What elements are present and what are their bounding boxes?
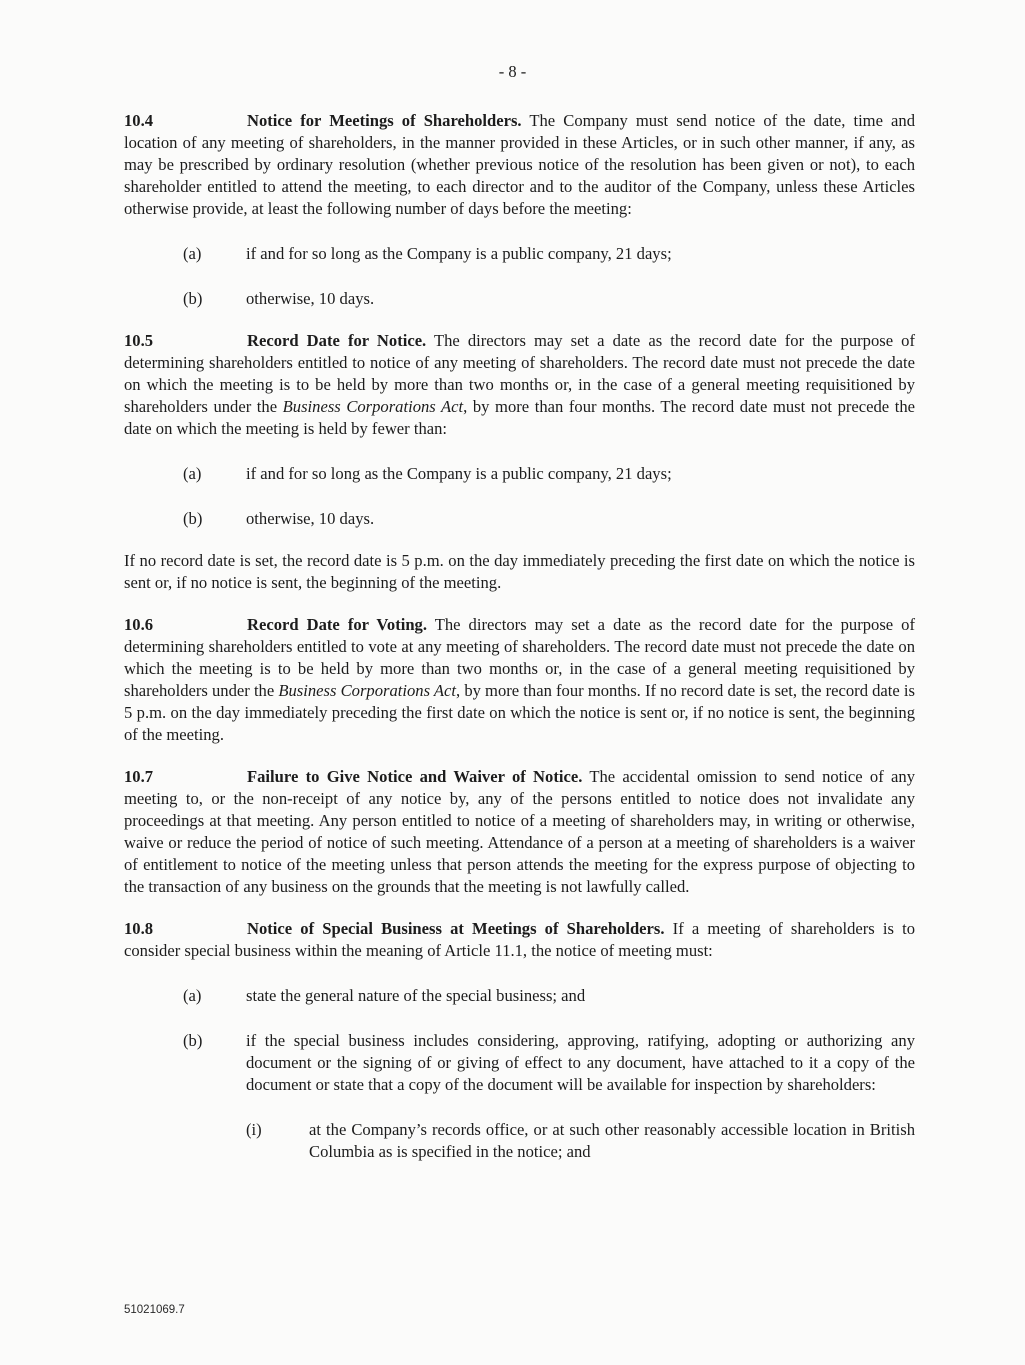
subitem-text: at the Company’s records office, or at such other reasonably accessible location in British Columbia as is specified in the notice; and bbox=[309, 1120, 915, 1161]
section-body-post: , by more than four months. The record date must not precede the date on which the meeting is held by fewer than: bbox=[124, 397, 916, 438]
page-content bbox=[124, 110, 915, 1163]
item-text: if the special business includes considering, approving, ratifying, adopting or authorizing any document or the signing of or giving of effect to any document, have attached to it a copy of the document or state that a copy of the document will be available for inspection by shareholders: bbox=[246, 1031, 915, 1094]
item-label: (b) bbox=[183, 289, 203, 308]
item-text: otherwise, 10 days. bbox=[246, 509, 375, 528]
section-10-8 bbox=[124, 918, 915, 962]
section-title: Notice of Special Business at Meetings of Shareholders. bbox=[247, 919, 665, 938]
section-10-4 bbox=[124, 110, 915, 220]
section-title: Record Date for Notice. bbox=[247, 331, 427, 350]
list-item bbox=[124, 463, 915, 485]
item-text: state the general nature of the special business; and bbox=[246, 986, 586, 1005]
section-body-pre: The directors may set a date as the record date for the purpose of determining shareholders entitled to notice of any meeting of shareholders. The record date must not precede the date on which the meeting is to be held by more than two months or, in the case of a general meeting requisitioned by shareholders under the bbox=[124, 331, 915, 416]
item-text: otherwise, 10 days. bbox=[246, 289, 375, 308]
list-item bbox=[124, 243, 915, 265]
section-10-5 bbox=[124, 330, 915, 440]
section-number: 10.5 bbox=[124, 331, 154, 350]
section-number: 10.4 bbox=[124, 111, 154, 130]
subitem-label: (i) bbox=[246, 1120, 262, 1139]
section-body-pre: The directors may set a date as the record date for the purpose of determining shareholders entitled to vote at any meeting of shareholders. The record date must not precede the date on which the meeting is to be held by more than two months or, in the case of a general meeting requisitioned by shareholders under the bbox=[124, 615, 915, 700]
section-body-post: , by more than four months. If no record date is set, the record date is 5 p.m. on the day immediately preceding the first date on which the notice is sent or, if no notice is sent, the beginning of the meeting. bbox=[124, 681, 915, 744]
section-body: If a meeting of shareholders is to consider special business within the meaning of Article 11.1, the notice of meeting must: bbox=[124, 919, 915, 960]
section-title: Notice for Meetings of Shareholders. bbox=[247, 111, 522, 130]
item-text: if and for so long as the Company is a public company, 21 days; bbox=[246, 464, 672, 483]
section-number: 10.6 bbox=[124, 615, 154, 634]
section-number: 10.8 bbox=[124, 919, 154, 938]
item-label: (b) bbox=[183, 509, 203, 528]
section-10-7 bbox=[124, 766, 915, 898]
item-label: (b) bbox=[183, 1031, 203, 1050]
section-trailing-text: If no record date is set, the record date is 5 p.m. on the day immediately preceding the first date on which the notice is sent or, if no notice is sent, the beginning of the meeting. bbox=[124, 551, 915, 592]
item-label: (a) bbox=[183, 244, 202, 263]
list-item bbox=[124, 288, 915, 310]
section-10-6 bbox=[124, 614, 915, 746]
list-subitem bbox=[124, 1119, 915, 1163]
document-id: 51021069.7 bbox=[124, 1304, 185, 1316]
item-label: (a) bbox=[183, 464, 202, 483]
list-item bbox=[124, 1030, 915, 1096]
section-number: 10.7 bbox=[124, 767, 154, 786]
section-body: The Company must send notice of the date, time and location of any meeting of shareholders, in the manner provided in these Articles, or in such other manner, if any, as may be prescribed by ordinary resolution (whether previous notice of the resolution has been given or not), to each shareholder entitled to attend the meeting, to each director and to the auditor of the Company, unless these Articles otherwise provide, at least the following number of days before the meeting: bbox=[124, 111, 915, 218]
page-number: - 8 - bbox=[498, 62, 527, 81]
section-title: Failure to Give Notice and Waiver of Notice. bbox=[247, 767, 583, 786]
list-item bbox=[124, 985, 915, 1007]
list-item bbox=[124, 508, 915, 530]
act-name: Business Corporations Act bbox=[282, 397, 464, 416]
act-name: Business Corporations Act bbox=[278, 681, 457, 700]
section-body: The accidental omission to send notice of any meeting to, or the non-receipt of any notice by, any of the persons entitled to notice does not invalidate any proceedings at that meeting. Any person entitled to notice of a meeting of shareholders may, in writing or otherwise, waive or reduce the period of notice of such meeting. Attendance of a person at a meeting of shareholders is a waiver of entitlement to notice of the meeting unless that person attends the meeting for the express purpose of objecting to the transaction of any business on the grounds that the meeting is not lawfully called. bbox=[124, 767, 915, 896]
section-title: Record Date for Voting. bbox=[247, 615, 428, 634]
item-text: if and for so long as the Company is a public company, 21 days; bbox=[246, 244, 672, 263]
item-label: (a) bbox=[183, 986, 202, 1005]
